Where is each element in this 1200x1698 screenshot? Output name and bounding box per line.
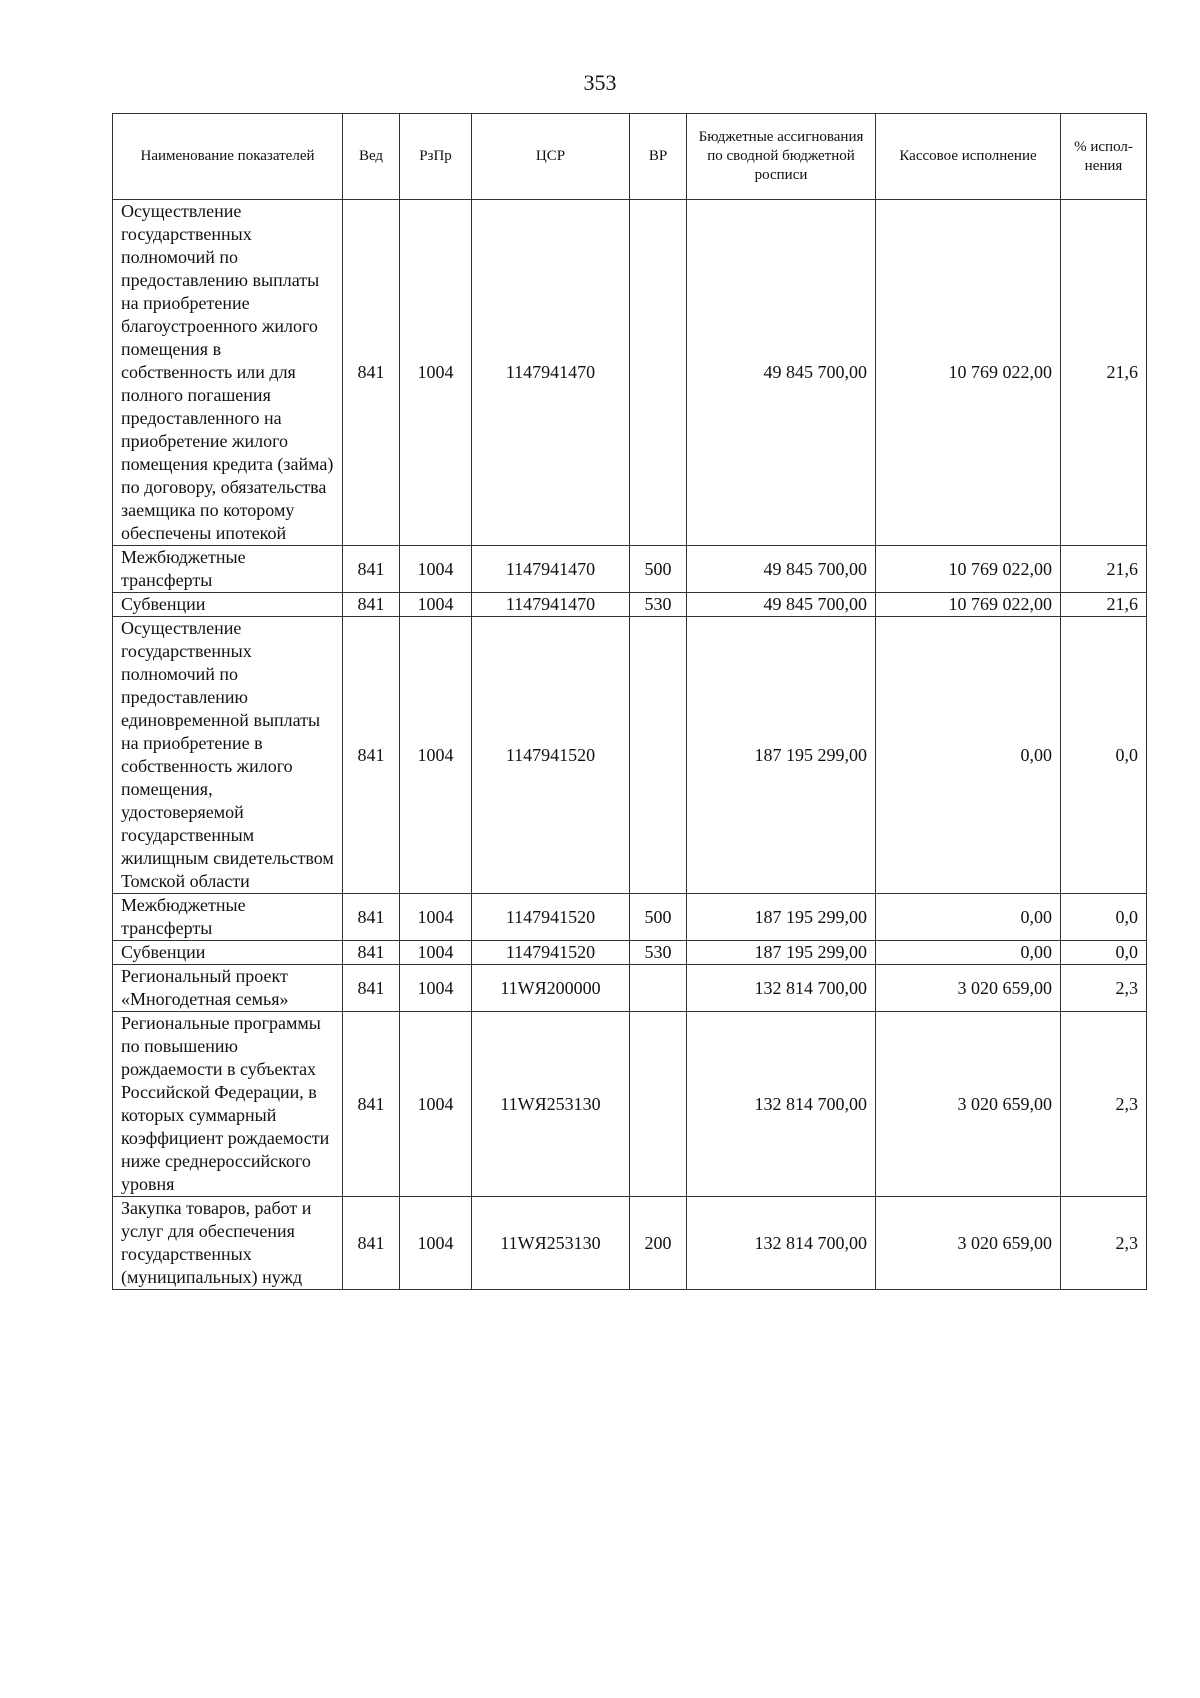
- row-csr: 1147941520: [472, 941, 630, 965]
- row-execution-percent: 21,6: [1061, 593, 1147, 617]
- row-ved: 841: [343, 200, 400, 546]
- row-assignments: 187 195 299,00: [687, 617, 876, 894]
- row-execution-percent: 21,6: [1061, 200, 1147, 546]
- row-vr: [630, 965, 687, 1012]
- table-row: [113, 1012, 1147, 1197]
- row-vr: [630, 200, 687, 546]
- row-rzpr: 1004: [400, 593, 472, 617]
- row-name: Осуществление государственных полномочий по предоставлению единовременной выплаты на приобретение в собственность жилого помещения, удостоверяемой государственным жилищным свидетельством Томской области: [113, 617, 343, 894]
- table-row: [113, 965, 1147, 1012]
- row-vr: 500: [630, 546, 687, 593]
- page-number: 353: [583, 70, 617, 95]
- row-csr: 1147941470: [472, 593, 630, 617]
- row-rzpr: 1004: [400, 200, 472, 546]
- table-row: [113, 1197, 1147, 1290]
- row-cash-execution: 3 020 659,00: [876, 1012, 1061, 1197]
- row-cash-execution: 3 020 659,00: [876, 1197, 1061, 1290]
- row-csr: 11WЯ200000: [472, 965, 630, 1012]
- row-rzpr: 1004: [400, 965, 472, 1012]
- row-assignments: 132 814 700,00: [687, 1012, 876, 1197]
- row-name: Региональный проект «Многодетная семья»: [113, 965, 343, 1012]
- table-row: [113, 593, 1147, 617]
- row-execution-percent: 2,3: [1061, 965, 1147, 1012]
- row-ved: 841: [343, 617, 400, 894]
- table-row: [113, 941, 1147, 965]
- header-cash-execution: Кассовое исполнение: [876, 114, 1061, 200]
- row-ved: 841: [343, 1012, 400, 1197]
- row-vr: 200: [630, 1197, 687, 1290]
- row-csr: 11WЯ253130: [472, 1197, 630, 1290]
- row-ved: 841: [343, 593, 400, 617]
- row-execution-percent: 2,3: [1061, 1012, 1147, 1197]
- row-vr: [630, 1012, 687, 1197]
- row-assignments: 187 195 299,00: [687, 941, 876, 965]
- row-execution-percent: 0,0: [1061, 941, 1147, 965]
- header-rzpr: РзПр: [400, 114, 472, 200]
- row-assignments: 132 814 700,00: [687, 965, 876, 1012]
- row-name: Осуществление государственных полномочий по предоставлению выплаты на приобретение благоустроенного жилого помещения в собственность или для полного погашения предоставленного на приобретение жилого помещения кредита (займа) по договору, обязательства заемщика по которому обеспечены ипотекой: [113, 200, 343, 546]
- row-assignments: 187 195 299,00: [687, 894, 876, 941]
- row-name: Межбюджетные трансферты: [113, 546, 343, 593]
- row-csr: 1147941520: [472, 617, 630, 894]
- row-cash-execution: 0,00: [876, 617, 1061, 894]
- row-ved: 841: [343, 894, 400, 941]
- row-cash-execution: 10 769 022,00: [876, 546, 1061, 593]
- header-name: Наименование показателей: [113, 114, 343, 200]
- row-vr: 500: [630, 894, 687, 941]
- row-name: Межбюджетные трансферты: [113, 894, 343, 941]
- row-assignments: 49 845 700,00: [687, 546, 876, 593]
- row-name: Субвенции: [113, 941, 343, 965]
- row-assignments: 49 845 700,00: [687, 593, 876, 617]
- row-rzpr: 1004: [400, 894, 472, 941]
- row-execution-percent: 2,3: [1061, 1197, 1147, 1290]
- row-cash-execution: 0,00: [876, 894, 1061, 941]
- header-vr: ВР: [630, 114, 687, 200]
- row-rzpr: 1004: [400, 941, 472, 965]
- row-ved: 841: [343, 941, 400, 965]
- row-csr: 1147941470: [472, 546, 630, 593]
- header-execution-percent: % испол-нения: [1061, 114, 1147, 200]
- budget-execution-table: [112, 113, 1147, 1290]
- row-cash-execution: 0,00: [876, 941, 1061, 965]
- table-row: [113, 894, 1147, 941]
- row-execution-percent: 0,0: [1061, 894, 1147, 941]
- row-csr: 1147941520: [472, 894, 630, 941]
- row-ved: 841: [343, 965, 400, 1012]
- row-name: Субвенции: [113, 593, 343, 617]
- header-assignments: Бюджетные ассигнования по сводной бюджетной росписи: [687, 114, 876, 200]
- row-ved: 841: [343, 546, 400, 593]
- row-cash-execution: 3 020 659,00: [876, 965, 1061, 1012]
- row-execution-percent: 21,6: [1061, 546, 1147, 593]
- row-vr: [630, 617, 687, 894]
- row-rzpr: 1004: [400, 1012, 472, 1197]
- row-vr: 530: [630, 941, 687, 965]
- row-name: Региональные программы по повышению рождаемости в субъектах Российской Федерации, в которых суммарный коэффициент рождаемости ниже среднероссийского уровня: [113, 1012, 343, 1197]
- row-cash-execution: 10 769 022,00: [876, 200, 1061, 546]
- row-vr: 530: [630, 593, 687, 617]
- row-rzpr: 1004: [400, 617, 472, 894]
- row-cash-execution: 10 769 022,00: [876, 593, 1061, 617]
- table-row: [113, 546, 1147, 593]
- row-csr: 1147941470: [472, 200, 630, 546]
- row-assignments: 49 845 700,00: [687, 200, 876, 546]
- header-ved: Вед: [343, 114, 400, 200]
- table-row: [113, 617, 1147, 894]
- row-rzpr: 1004: [400, 1197, 472, 1290]
- header-csr: ЦСР: [472, 114, 630, 200]
- row-assignments: 132 814 700,00: [687, 1197, 876, 1290]
- row-name: Закупка товаров, работ и услуг для обеспечения государственных (муниципальных) нужд: [113, 1197, 343, 1290]
- row-execution-percent: 0,0: [1061, 617, 1147, 894]
- table-header-row: [113, 114, 1147, 200]
- row-csr: 11WЯ253130: [472, 1012, 630, 1197]
- table-row: [113, 200, 1147, 546]
- row-ved: 841: [343, 1197, 400, 1290]
- row-rzpr: 1004: [400, 546, 472, 593]
